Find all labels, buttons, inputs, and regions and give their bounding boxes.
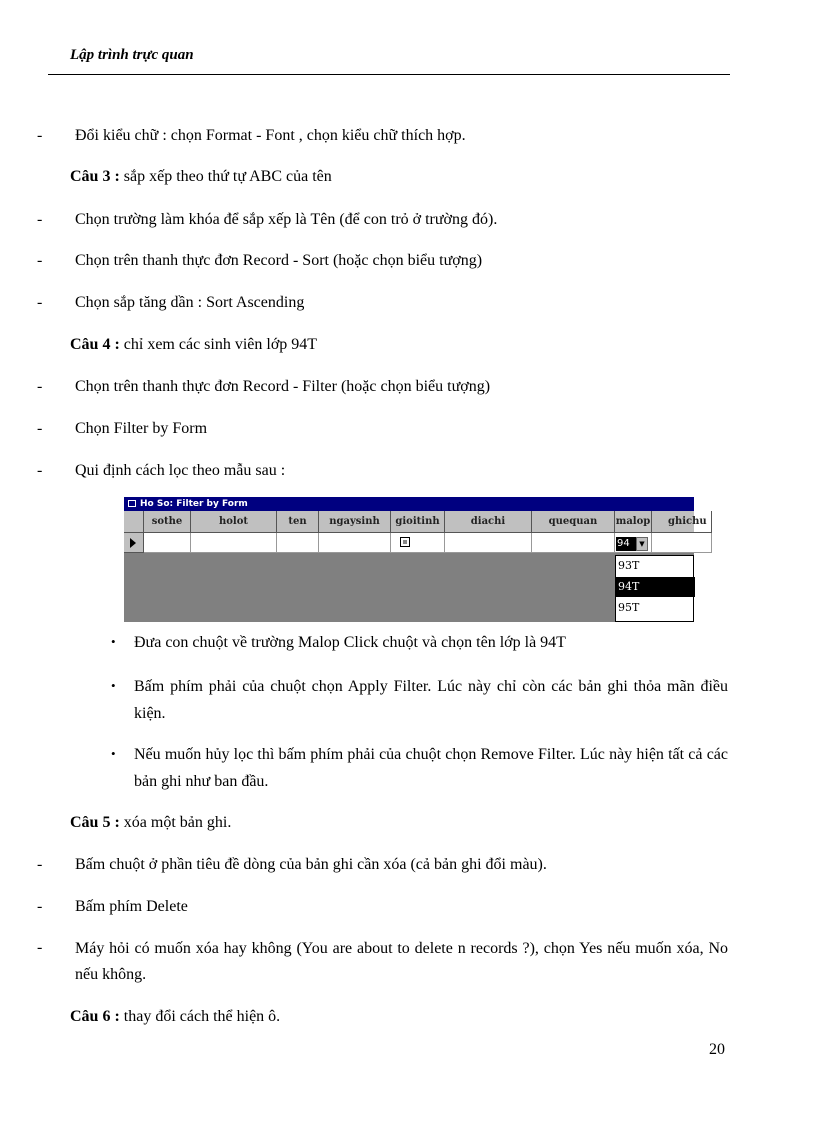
- list-item-text: Chọn sắp tăng dần : Sort Ascending: [75, 294, 305, 311]
- question-text: chỉ xem các sinh viên lớp 94T: [119, 336, 318, 353]
- bullet-text: Nếu muốn hủy lọc thì bấm phím phải của chuột chọn Remove Filter. Lúc này hiện tất cả các bản ghi như ban đầu.: [134, 746, 728, 790]
- list-item-text: Chọn trên thanh thực đơn Record - Filter (hoặc chọn biểu tượng): [75, 378, 491, 395]
- page-number: 20: [709, 1041, 725, 1058]
- question-text: xóa một bản ghi.: [119, 814, 232, 831]
- column-header[interactable]: malop: [615, 511, 652, 533]
- dash-marker: -: [37, 294, 43, 311]
- column-header[interactable]: diachi: [445, 511, 532, 533]
- question-label: Câu 5 :: [70, 814, 120, 831]
- filter-cell[interactable]: [532, 533, 615, 553]
- list-item-text: Bấm phím Delete: [75, 898, 188, 915]
- filter-cell[interactable]: [319, 533, 391, 553]
- list-item-text: Bấm chuột ở phần tiêu đề dòng của bản ghi cần xóa (cả bản ghi đổi màu).: [75, 856, 547, 873]
- column-header[interactable]: ghichu: [652, 511, 712, 533]
- malop-combo-value[interactable]: 94: [616, 537, 637, 551]
- dash-marker: -: [37, 420, 43, 437]
- dash-marker: -: [37, 127, 43, 144]
- page-header-title: Lập trình trực quan: [70, 47, 194, 63]
- window-title: Ho So: Filter by Form: [140, 499, 248, 509]
- dash-marker: -: [37, 939, 43, 956]
- dash-marker: -: [37, 378, 43, 395]
- question-5: [70, 811, 231, 835]
- current-record-arrow-icon: [130, 538, 136, 548]
- list-item-text: Chọn trên thanh thực đơn Record - Sort (hoặc chọn biểu tượng): [75, 252, 483, 269]
- malop-dropdown-list: [615, 555, 694, 622]
- question-text: thay đổi cách thể hiện ô.: [119, 1008, 281, 1025]
- list-item-text: Qui định cách lọc theo mẫu sau :: [75, 462, 286, 479]
- list-item-text: Chọn Filter by Form: [75, 420, 208, 437]
- question-text: sắp xếp theo thứ tự ABC của tên: [119, 168, 332, 185]
- dropdown-option[interactable]: 95T: [618, 601, 640, 614]
- gioitinh-checkbox[interactable]: [400, 537, 410, 547]
- column-header[interactable]: ngaysinh: [319, 511, 391, 533]
- list-item-text: Chọn trường làm khóa để sắp xếp là Tên (để con trỏ ở trường đó).: [75, 211, 498, 228]
- filter-cell[interactable]: [277, 533, 319, 553]
- question-4: [70, 333, 317, 357]
- bullet-text: Đưa con chuột về trường Malop Click chuột và chọn tên lớp là 94T: [134, 634, 566, 651]
- column-header[interactable]: gioitinh: [391, 511, 445, 533]
- list-item-text: Máy hỏi có muốn xóa hay không (You are about to delete n records ?), chọn Yes nếu muốn xóa, No nếu không.: [75, 940, 728, 983]
- column-header[interactable]: holot: [191, 511, 277, 533]
- bullet-marker: •: [111, 634, 116, 649]
- chevron-down-icon[interactable]: ▼: [636, 537, 648, 551]
- table-icon: [128, 500, 136, 507]
- bullet-text: Bấm phím phải của chuột chọn Apply Filter. Lúc này chỉ còn các bản ghi thỏa mãn điều kiện.: [134, 678, 728, 722]
- bullet-marker: •: [111, 746, 116, 761]
- column-header[interactable]: quequan: [532, 511, 615, 533]
- column-header[interactable]: sothe: [144, 511, 191, 533]
- filter-cell[interactable]: [445, 533, 532, 553]
- window-titlebar: [124, 497, 694, 511]
- dash-marker: -: [37, 211, 43, 228]
- list-item-text: Đổi kiểu chữ : chọn Format - Font , chọn kiểu chữ thích hợp.: [75, 127, 466, 144]
- question-label: Câu 6 :: [70, 1008, 120, 1025]
- dash-marker: -: [37, 898, 43, 915]
- filter-cell[interactable]: [191, 533, 277, 553]
- dash-marker: -: [37, 856, 43, 873]
- filter-cell[interactable]: [652, 533, 712, 553]
- column-header-row: [124, 511, 707, 533]
- filter-by-form-window: [124, 497, 707, 622]
- dash-marker: -: [37, 252, 43, 269]
- header-rule: [48, 74, 730, 75]
- dropdown-option-selected[interactable]: 94T: [616, 577, 695, 597]
- bullet-marker: •: [111, 678, 116, 693]
- question-6: [70, 1005, 280, 1029]
- question-label: Câu 4 :: [70, 336, 120, 353]
- dash-marker: -: [37, 462, 43, 479]
- question-3: [70, 165, 332, 189]
- question-label: Câu 3 :: [70, 168, 120, 185]
- filter-cell[interactable]: [144, 533, 191, 553]
- header-corner: [124, 511, 144, 533]
- dropdown-option[interactable]: 93T: [618, 559, 640, 572]
- column-header[interactable]: ten: [277, 511, 319, 533]
- record-selector[interactable]: [124, 533, 144, 553]
